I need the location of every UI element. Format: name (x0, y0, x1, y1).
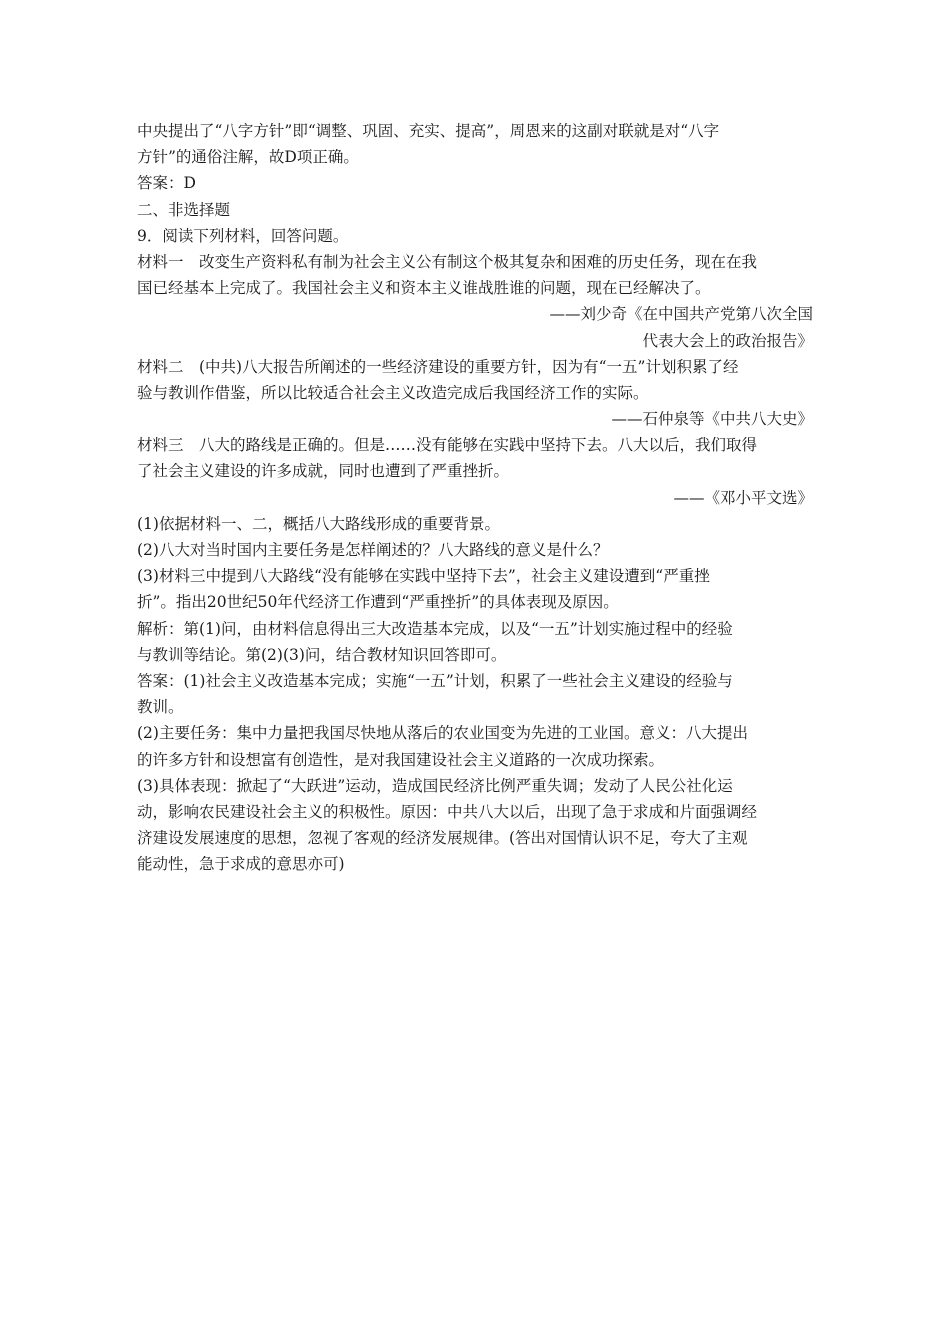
answer-3-cont: 济建设发展速度的思想，忽视了客观的经济发展规律。(答出对国情认识不足，夸大了主观 (137, 829, 748, 848)
answer-3-cont: 能动性，急于求成的意思亦可) (137, 855, 345, 874)
material-one: 材料一 改变生产资料私有制为社会主义公有制这个极其复杂和困难的历史任务，现在在我 (137, 252, 758, 271)
answer-line: 答案：D (137, 174, 196, 193)
analysis-cont: 与教训等结论。第(2)(3)问，结合教材知识回答即可。 (137, 645, 507, 664)
text-line: 中央提出了“八字方针”即“调整、巩固、充实、提高”，周恩来的这副对联就是对“八字 (137, 122, 720, 140)
sub-question-1: (1)依据材料一、二，概括八大路线形成的重要背景。 (137, 514, 500, 533)
sub-question-3-cont: 折”。指出20世纪50年代经济工作遭到“严重挫折”的具体表现及原因。 (137, 593, 619, 612)
material-two-cont: 验与教训作借鉴，所以比较适合社会主义改造完成后我国经济工作的实际。 (137, 383, 649, 402)
text-line: 方针”的通俗注解，故D项正确。 (137, 148, 359, 167)
analysis: 解析：第(1)问，由材料信息得出三大改造基本完成，以及“一五”计划实施过程中的经验 (137, 619, 733, 638)
answer-1: 答案：(1)社会主义改造基本完成；实施“一五”计划，积累了一些社会主义建设的经验与 (137, 671, 733, 690)
material-two-source: ——石仲泉等《中共八大史》 (611, 410, 813, 429)
answer-2: (2)主要任务：集中力量把我国尽快地从落后的农业国变为先进的工业国。意义：八大提出 (137, 724, 748, 743)
document-body (137, 118, 813, 877)
material-one-cont: 国已经基本上完成了。我国社会主义和资本主义谁战胜谁的问题，现在已经解决了。 (137, 279, 711, 298)
answer-3: (3)具体表现：掀起了“大跃进”运动，造成国民经济比例严重失调；发动了人民公社化运 (137, 776, 733, 795)
answer-3-cont: 动，影响农民建设社会主义的积极性。原因：中共八大以后，出现了急于求成和片面强调经 (137, 802, 758, 821)
material-two: 材料二 (中共)八大报告所阐述的一些经济建设的重要方针，因为有“一五”计划积累了经 (137, 357, 739, 376)
material-three-source: ——《邓小平文选》 (673, 488, 813, 507)
sub-question-2: (2)八大对当时国内主要任务是怎样阐述的？八大路线的意义是什么？ (137, 541, 609, 559)
sub-question-3: (3)材料三中提到八大路线“没有能够在实践中坚持下去”，社会主义建设遭到“严重挫 (137, 567, 710, 586)
section-heading: 二、非选择题 (137, 200, 231, 219)
question-heading: 9．阅读下列材料，回答问题。 (137, 226, 349, 245)
material-one-source-cont: 代表大会上的政治报告》 (642, 331, 813, 350)
answer-1-cont: 教训。 (137, 698, 184, 717)
material-three-cont: 了社会主义建设的许多成就，同时也遭到了严重挫折。 (137, 462, 510, 481)
material-three: 材料三 八大的路线是正确的。但是……没有能够在实践中坚持下去。八大以后，我们取得 (137, 436, 758, 455)
answer-2-cont: 的许多方针和设想富有创造性，是对我国建设社会主义道路的一次成功探索。 (137, 750, 665, 769)
material-one-source: ——刘少奇《在中国共产党第八次全国 (549, 305, 813, 324)
